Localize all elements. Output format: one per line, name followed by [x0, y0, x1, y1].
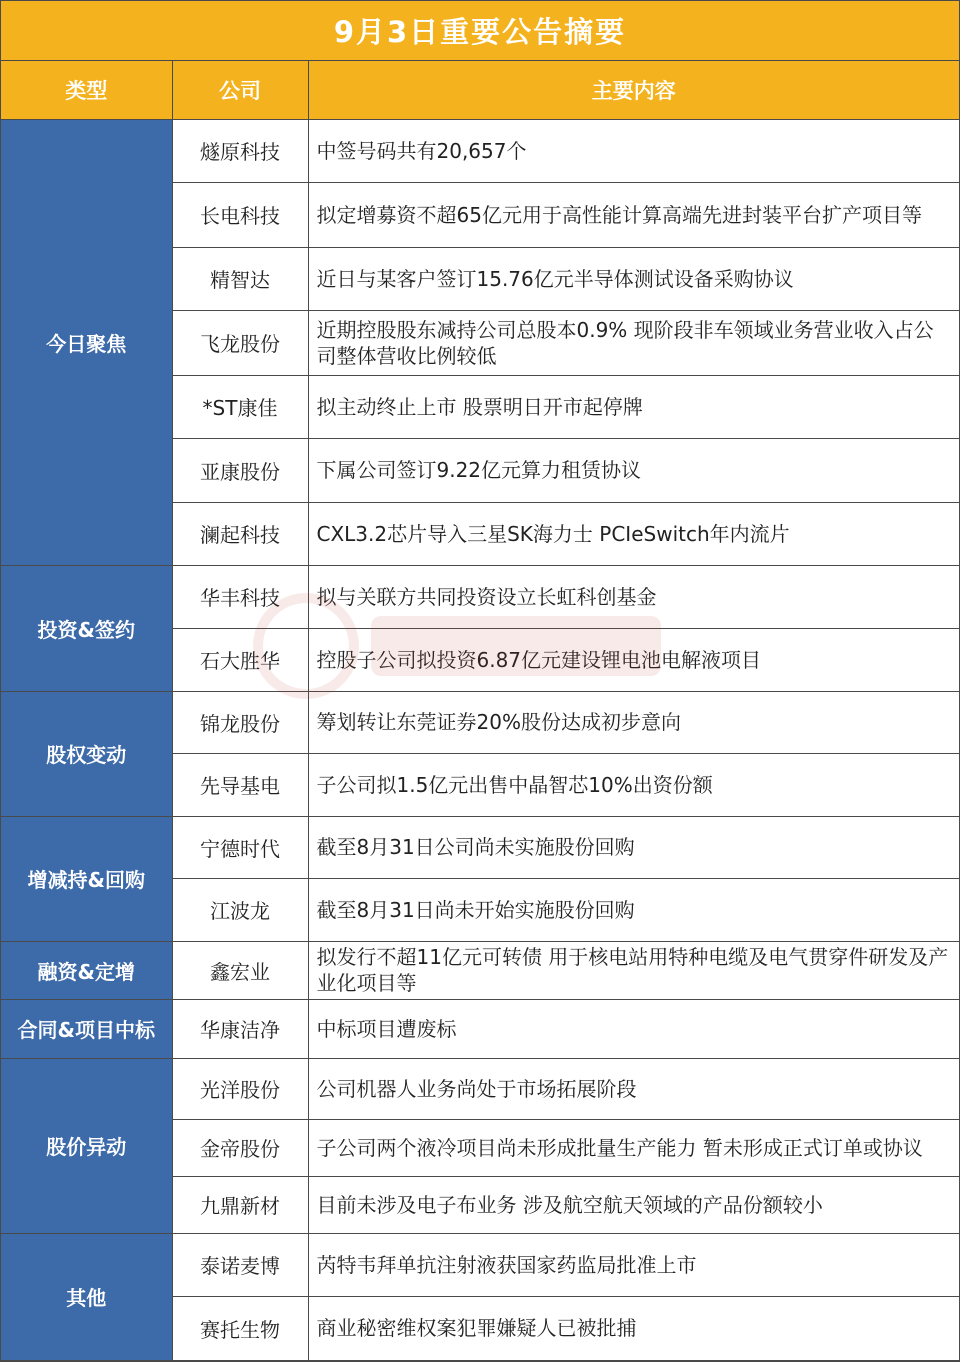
category-cell: 其他	[1, 1233, 172, 1360]
content-cell: CXL3.2芯片导入三星SK海力士 PCIeSwitch年内流片	[308, 502, 959, 565]
company-cell: 宁德时代	[172, 816, 308, 878]
table-body	[1, 119, 959, 1360]
company-cell: 赛托生物	[172, 1296, 308, 1360]
announcement-table	[1, 61, 959, 1361]
category-cell: 股价异动	[1, 1058, 172, 1233]
category-cell: 增减持&回购	[1, 816, 172, 941]
content-cell: 商业秘密维权案犯罪嫌疑人已被批捕	[308, 1296, 959, 1360]
table-row	[1, 1058, 959, 1119]
header-type: 类型	[1, 61, 172, 119]
company-cell: 华康洁净	[172, 999, 308, 1058]
content-cell: 近期控股股东减持公司总股本0.9% 现阶段非车领域业务营业收入占公司整体营收比例较低	[308, 310, 959, 375]
content-cell: 截至8月31日公司尚未实施股份回购	[308, 816, 959, 878]
content-cell: 公司机器人业务尚处于市场拓展阶段	[308, 1058, 959, 1119]
content-cell: 控股子公司拟投资6.87亿元建设锂电池电解液项目	[308, 628, 959, 691]
content-cell: 拟主动终止上市 股票明日开市起停牌	[308, 375, 959, 438]
table-row	[1, 119, 959, 182]
content-cell: 目前未涉及电子布业务 涉及航空航天领域的产品份额较小	[308, 1176, 959, 1233]
content-cell: 子公司拟1.5亿元出售中晶智芯10%出资份额	[308, 753, 959, 816]
page-title: 9月3日重要公告摘要	[1, 1, 959, 61]
category-cell: 合同&项目中标	[1, 999, 172, 1058]
company-cell: 光洋股份	[172, 1058, 308, 1119]
category-cell: 股权变动	[1, 691, 172, 816]
content-cell: 中签号码共有20,657个	[308, 119, 959, 182]
table-row	[1, 691, 959, 753]
table-row	[1, 1233, 959, 1296]
category-cell: 投资&签约	[1, 565, 172, 691]
table-row	[1, 565, 959, 628]
company-cell: 燧原科技	[172, 119, 308, 182]
header-content: 主要内容	[308, 61, 959, 119]
company-cell: *ST康佳	[172, 375, 308, 438]
table-row	[1, 999, 959, 1058]
content-cell: 中标项目遭废标	[308, 999, 959, 1058]
company-cell: 飞龙股份	[172, 310, 308, 375]
company-cell: 华丰科技	[172, 565, 308, 628]
category-cell: 今日聚焦	[1, 119, 172, 565]
category-cell: 融资&定增	[1, 941, 172, 999]
header-company: 公司	[172, 61, 308, 119]
company-cell: 石大胜华	[172, 628, 308, 691]
content-cell: 拟定增募资不超65亿元用于高性能计算高端先进封装平台扩产项目等	[308, 182, 959, 247]
company-cell: 九鼎新材	[172, 1176, 308, 1233]
content-cell: 拟与关联方共同投资设立长虹科创基金	[308, 565, 959, 628]
table-header-row	[1, 61, 959, 119]
content-cell: 拟发行不超11亿元可转债 用于核电站用特种电缆及电气贯穿件研发及产业化项目等	[308, 941, 959, 999]
content-cell: 下属公司签订9.22亿元算力租赁协议	[308, 438, 959, 502]
table-row	[1, 941, 959, 999]
company-cell: 长电科技	[172, 182, 308, 247]
content-cell: 芮特韦拜单抗注射液获国家药监局批准上市	[308, 1233, 959, 1296]
company-cell: 鑫宏业	[172, 941, 308, 999]
company-cell: 先导基电	[172, 753, 308, 816]
company-cell: 金帝股份	[172, 1119, 308, 1176]
company-cell: 锦龙股份	[172, 691, 308, 753]
company-cell: 亚康股份	[172, 438, 308, 502]
content-cell: 近日与某客户签订15.76亿元半导体测试设备采购协议	[308, 247, 959, 310]
company-cell: 澜起科技	[172, 502, 308, 565]
content-cell: 筹划转让东莞证券20%股份达成初步意向	[308, 691, 959, 753]
content-cell: 截至8月31日尚未开始实施股份回购	[308, 878, 959, 941]
company-cell: 精智达	[172, 247, 308, 310]
company-cell: 江波龙	[172, 878, 308, 941]
table-row	[1, 816, 959, 878]
company-cell: 泰诺麦博	[172, 1233, 308, 1296]
content-cell: 子公司两个液冷项目尚未形成批量生产能力 暂未形成正式订单或协议	[308, 1119, 959, 1176]
